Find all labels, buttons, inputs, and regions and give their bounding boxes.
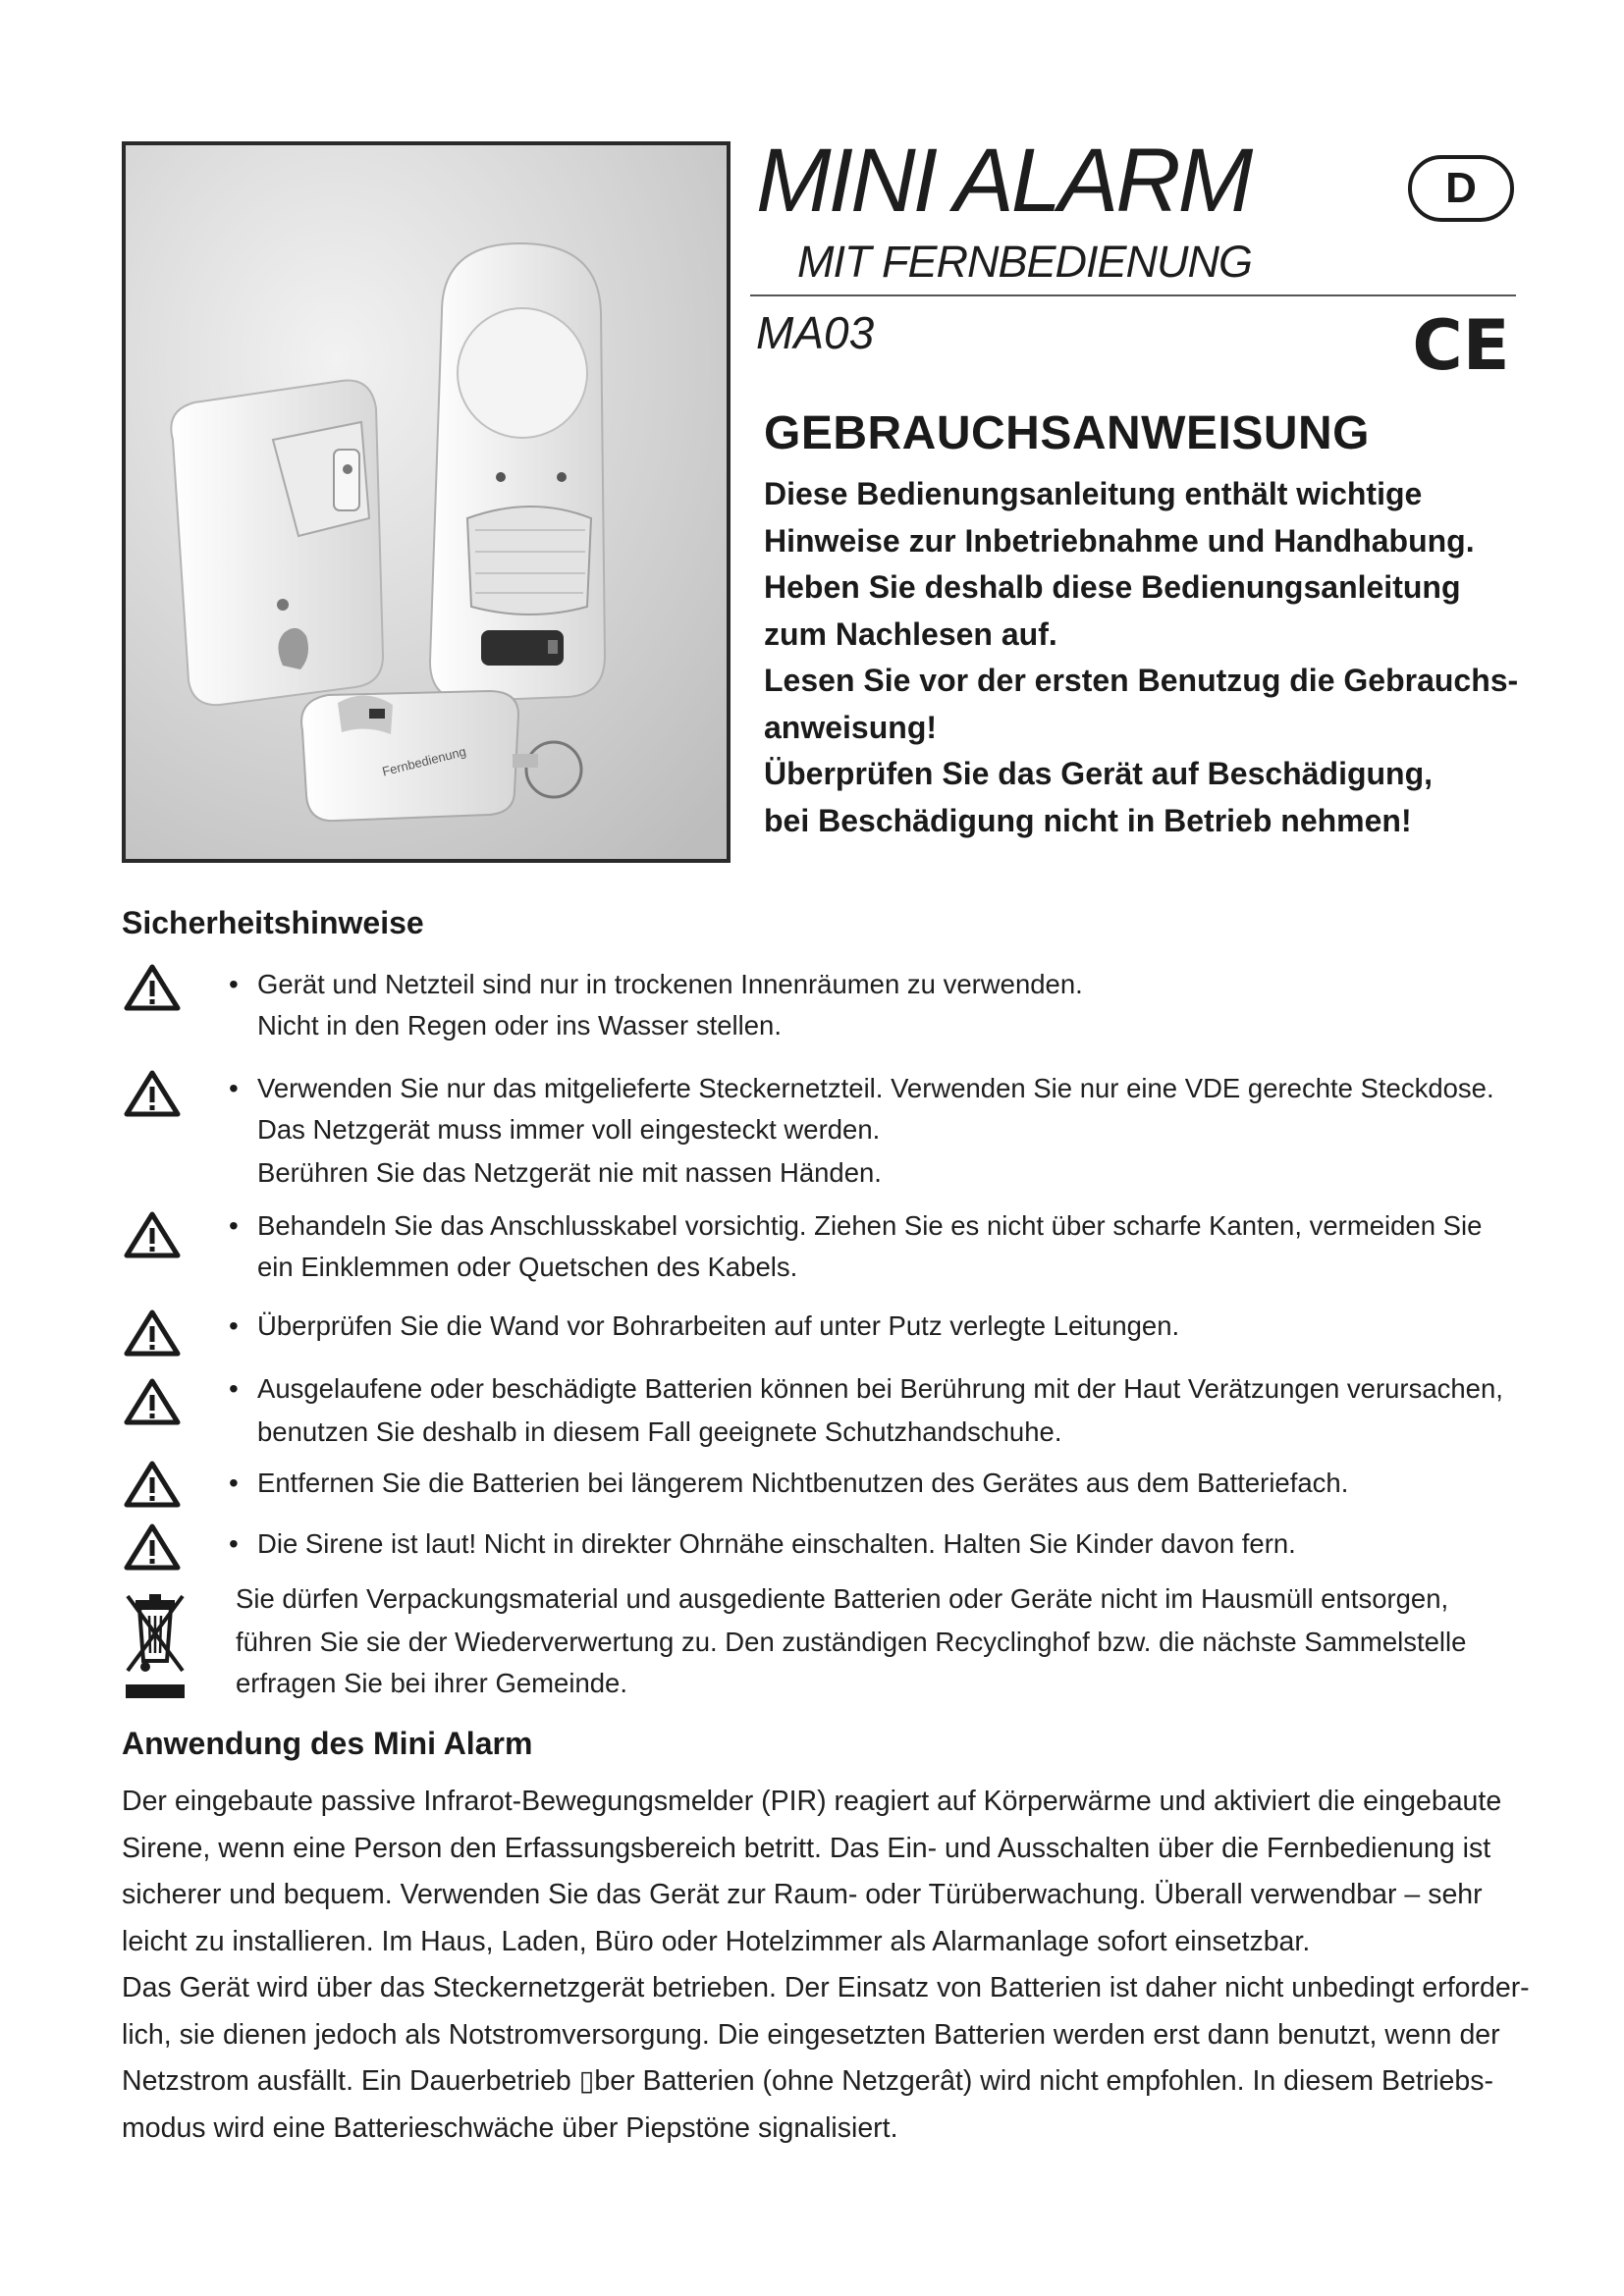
safety-warning-line: Die Sirene ist laut! Nicht in direkter Ohrnähe einschalten. Halten Sie Kinder davon fern. [257, 1528, 1296, 1559]
keyfob-label: Fernbedienung [380, 743, 468, 779]
warning-triangle-icon [124, 1378, 181, 1425]
intro-line: Lesen Sie vor der ersten Benutzug die Gebrauchs- [764, 663, 1519, 698]
disposal-line: Sie dürfen Verpackungsmaterial und ausgediente Batterien oder Geräte nicht im Hausmüll entsorgen, [236, 1583, 1449, 1614]
ce-mark-icon [1404, 308, 1518, 377]
alarm-unit [430, 243, 605, 701]
safety-warning-line: Das Netzgerät muss immer voll eingesteckt werden. [257, 1114, 881, 1145]
intro-line: bei Beschädigung nicht in Betrieb nehmen! [764, 802, 1412, 838]
safety-warning-line: Verwenden Sie nur das mitgelieferte Steckernetzteil. Verwenden Sie nur eine VDE gerechte Steckdose. [257, 1073, 1494, 1103]
usage-line: modus wird eine Batterieschwäche über Piepstöne signalisiert. [122, 2111, 898, 2144]
safety-warning-line: Entfernen Sie die Batterien bei längerem Nichtbenutzen des Gerätes aus dem Batteriefach. [257, 1468, 1349, 1498]
intro-paragraph [764, 471, 1530, 844]
ce-mark-text: CE [1412, 308, 1510, 377]
title-divider [750, 294, 1516, 296]
product-title: MINI ALARM [756, 131, 1251, 231]
intro-line: zum Nachlesen auf. [764, 615, 1057, 652]
usage-line: lich, sie dienen jedoch als Notstromversorgung. Die eingesetzten Batterien werden erst dann benutzt, wenn der [122, 2018, 1500, 2051]
bullet: • [229, 1310, 239, 1341]
country-code-badge: D [1408, 155, 1514, 222]
usage-line: leicht zu installieren. Im Haus, Laden, Büro oder Hotelzimmer als Alarmanlage sofort einsetzbar. [122, 1925, 1311, 1957]
bullet: • [229, 1468, 239, 1498]
safety-warning-line: benutzen Sie deshalb in diesem Fall geeignete Schutzhandschuhe. [257, 1416, 1062, 1447]
safety-warning-line: Gerät und Netzteil sind nur in trockenen Innenräumen zu verwenden. [257, 969, 1083, 999]
bullet: • [229, 1373, 239, 1404]
crossed-bin-icon [122, 1586, 189, 1702]
usage-line: Netzstrom ausfällt. Ein Dauerbetrieb ▯ber Batterien (ohne Netzgerât) wird nicht empfohlen. In diesem Betriebs- [122, 2065, 1494, 2097]
safety-warning-line: Überprüfen Sie die Wand vor Bohrarbeiten auf unter Putz verlegte Leitungen. [257, 1310, 1180, 1341]
warning-triangle-icon [124, 1309, 181, 1357]
safety-heading: Sicherheitshinweise [122, 905, 424, 940]
bullet: • [229, 1073, 239, 1103]
bullet: • [229, 1210, 239, 1241]
usage-heading: Anwendung des Mini Alarm [122, 1726, 533, 1761]
product-subtitle: MIT FERNBEDIENUNG [797, 237, 1253, 287]
intro-line: Hinweise zur Inbetriebnahme und Handhabung. [764, 522, 1475, 559]
usage-paragraph [122, 1779, 1530, 2152]
product-photo-illustration [126, 145, 727, 859]
usage-line: sicherer und bequem. Verwenden Sie das Gerät zur Raum- oder Türüberwachung. Überall verwendbar – sehr [122, 1879, 1483, 1910]
usage-line: Sirene, wenn eine Person den Erfassungsbereich betritt. Das Ein- und Ausschalten über die Fernbedienung ist [122, 1832, 1491, 1864]
warning-triangle-icon [124, 1211, 181, 1258]
wall-bracket [171, 381, 383, 706]
model-number: MA03 [756, 307, 875, 358]
warning-triangle-icon [124, 964, 181, 1011]
disposal-line: erfragen Sie bei ihrer Gemeinde. [236, 1668, 627, 1698]
intro-line: Heben Sie deshalb diese Bedienungsanleitung [764, 569, 1461, 605]
product-photo [122, 141, 731, 863]
usage-line: Der eingebaute passive Infrarot-Bewegungsmelder (PIR) reagiert auf Körperwärme und aktiviert die eingebaute [122, 1786, 1502, 1817]
safety-warning-line: Berühren Sie das Netzgerät nie mit nassen Händen. [257, 1157, 882, 1188]
safety-warning-line: Nicht in den Regen oder ins Wasser stellen. [257, 1010, 782, 1041]
intro-line: Diese Bedienungsanleitung enthält wichtige [764, 476, 1423, 511]
safety-warning-line: ein Einklemmen oder Quetschen des Kabels. [257, 1252, 798, 1282]
disposal-line: führen Sie sie der Wiederverwertung zu. Den zuständigen Recyclinghof bzw. die nächste Sammelstelle [236, 1627, 1467, 1657]
usage-line: Das Gerät wird über das Steckernetzgerät betrieben. Der Einsatz von Batterien ist daher nicht unbedingt erforder- [122, 1972, 1530, 2003]
safety-warning-line: Ausgelaufene oder beschädigte Batterien können bei Berührung mit der Haut Verätzungen verursachen, [257, 1373, 1503, 1404]
bullet: • [229, 1528, 239, 1559]
intro-line: Überprüfen Sie das Gerät auf Beschädigung, [764, 756, 1434, 791]
document-heading: GEBRAUCHSANWEISUNG [764, 407, 1371, 459]
warning-triangle-icon [124, 1523, 181, 1571]
warning-triangle-icon [124, 1461, 181, 1508]
bullet: • [229, 969, 239, 999]
safety-warning-line: Behandeln Sie das Anschlusskabel vorsichtig. Ziehen Sie es nicht über scharfe Kanten, vermeiden Sie [257, 1210, 1483, 1241]
warning-triangle-icon [124, 1070, 181, 1117]
intro-line: anweisung! [764, 709, 938, 745]
